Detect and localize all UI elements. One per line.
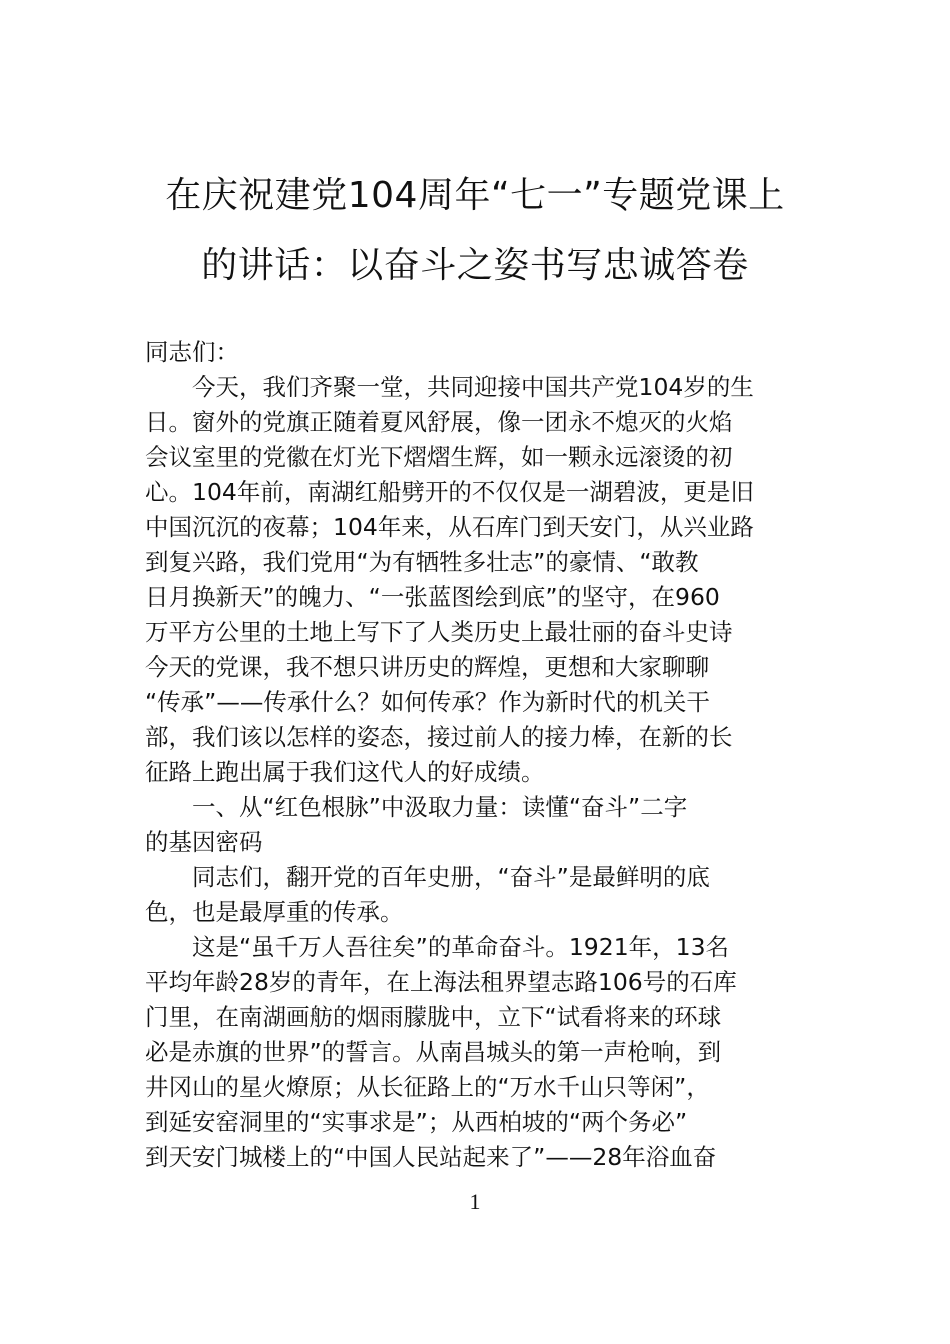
body-line: 日月换新天”的魄力、“一张蓝图绘到底”的坚守，在960 <box>145 583 720 611</box>
body-line: 征路上跑出属于我们这代人的好成绩。 <box>145 758 545 786</box>
body-line: 部，我们该以怎样的姿态，接过前人的接力棒，在新的长 <box>145 723 733 751</box>
title-line-1: 在庆祝建党104周年“七一”专题党课上 <box>165 175 785 216</box>
page-number: 1 <box>469 1189 481 1214</box>
body-line: 今天，我们齐聚一堂，共同迎接中国共产党104岁的生 <box>192 373 754 401</box>
section-heading-line: 的基因密码 <box>145 828 263 856</box>
body-text <box>145 335 810 1175</box>
body-line: 必是赤旗的世界”的誓言。从南昌城头的第一声枪响，到 <box>145 1038 722 1066</box>
body-line: 日。窗外的党旗正随着夏风舒展，像一团永不熄灭的火焰 <box>145 408 733 436</box>
body-line: 平均年龄28岁的青年，在上海法租界望志路106号的石库 <box>145 968 737 996</box>
body-line: 色，也是最厚重的传承。 <box>145 898 404 926</box>
body-line: 到延安窑洞里的“实事求是”；从西柏坡的“两个务必” <box>145 1108 688 1136</box>
body-line: 门里，在南湖画舫的烟雨朦胧中，立下“试看将来的环球 <box>145 1003 722 1031</box>
title-line-2: 的讲话：以奋斗之姿书写忠诚答卷 <box>201 245 749 286</box>
body-line: 心。104年前，南湖红船劈开的不仅仅是一湖碧波，更是旧 <box>145 478 754 506</box>
section-heading-line: 一、从“红色根脉”中汲取力量：读懂“奋斗”二字 <box>192 793 688 821</box>
body-line: 今天的党课，我不想只讲历史的辉煌，更想和大家聊聊 <box>145 653 709 681</box>
body-line: 到复兴路，我们党用“为有牺牲多壮志”的豪情、“敢教 <box>145 548 699 576</box>
body-line: “传承”——传承什么？如何传承？作为新时代的机关干 <box>145 688 710 716</box>
body-line: 同志们，翻开党的百年史册，“奋斗”是最鲜明的底 <box>192 863 710 891</box>
body-line: 这是“虽千万人吾往矣”的革命奋斗。1921年，13名 <box>192 933 730 961</box>
body-line: 万平方公里的土地上写下了人类历史上最壮丽的奋斗史诗 <box>145 618 733 646</box>
body-line: 井冈山的星火燎原；从长征路上的“万水千山只等闲”， <box>145 1073 710 1101</box>
body-line: 中国沉沉的夜幕；104年来，从石库门到天安门，从兴业路 <box>145 513 754 541</box>
body-line: 会议室里的党徽在灯光下熠熠生辉，如一颗永远滚烫的初 <box>145 443 733 471</box>
salutation-line: 同志们： <box>145 338 239 366</box>
body-line: 到天安门城楼上的“中国人民站起来了”——28年浴血奋 <box>145 1143 717 1171</box>
